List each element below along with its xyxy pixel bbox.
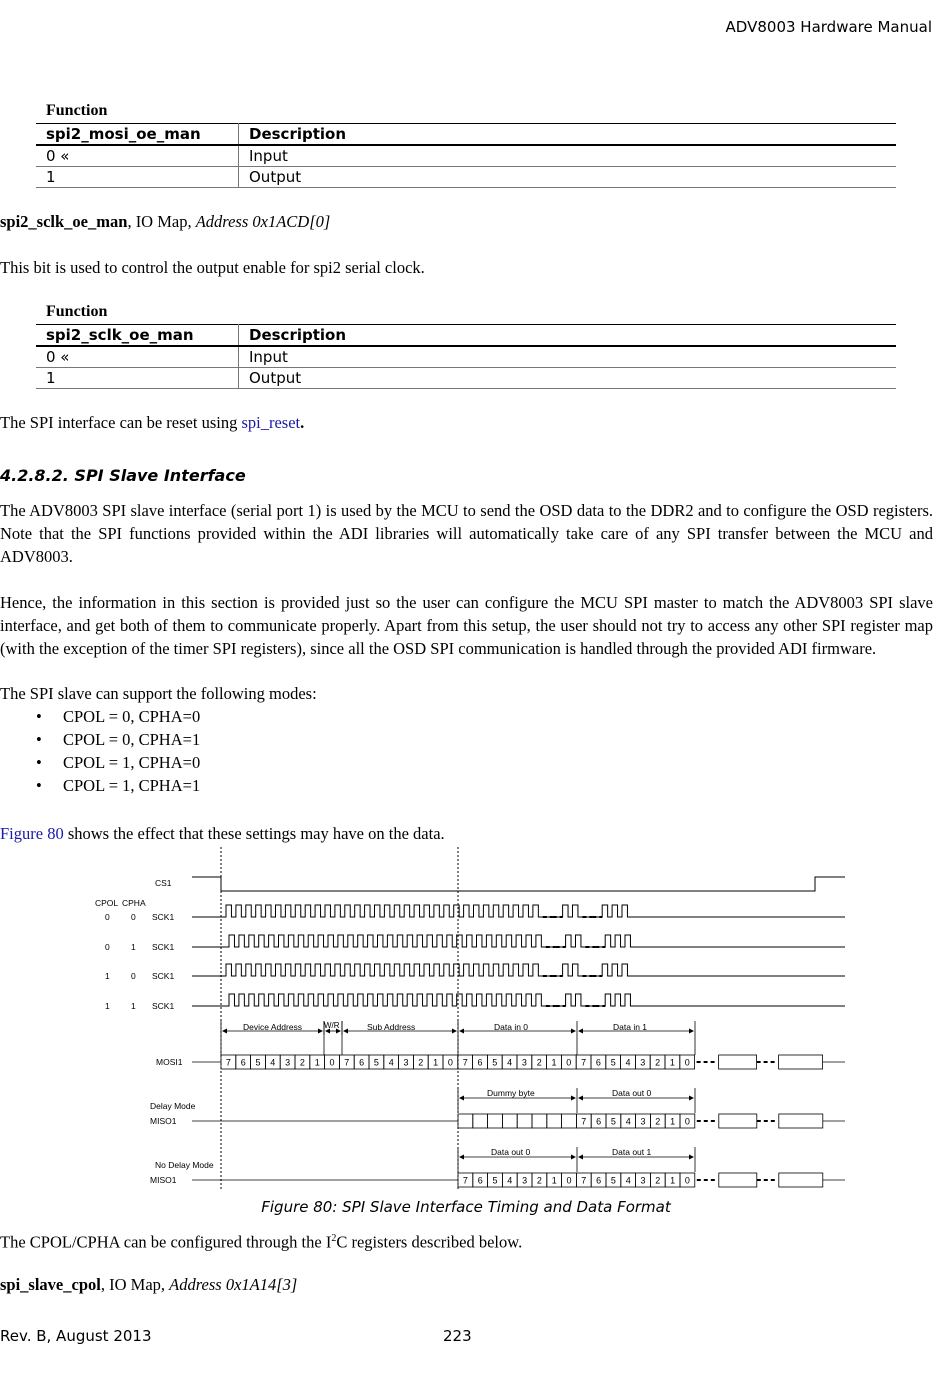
spi2-mosi-oe-man-table — [36, 102, 896, 188]
paragraph-configuration: Hence, the information in this section is provided just so the user can configure the MCU SPI master to match the ADV8003 SPI slave interface, and get both of them to communicate properly. Apart from this setup, the user should not try to access any other SPI register map (with the exception of the timer SPI registers), since all the OSD SPI communication is handled through the provided ADI firmware. — [0, 593, 933, 658]
miso-dummy-cell — [473, 1114, 488, 1128]
data-in-1-field-label: Data in 1 — [613, 1022, 648, 1032]
mosi-bit: 4 — [507, 1057, 513, 1068]
figure-caption: Figure 80: SPI Slave Interface Timing and Data Format — [261, 1198, 671, 1216]
miso-label: MISO1 — [150, 1175, 177, 1185]
column-header-register: spi2_mosi_oe_man — [36, 124, 239, 146]
field-arrow-head — [459, 1155, 464, 1160]
miso-delay-bit: 3 — [640, 1116, 646, 1127]
field-arrow-head — [459, 1029, 464, 1034]
data-in-0-field-label: Data in 0 — [494, 1022, 529, 1032]
miso-nodelay-bit: 3 — [522, 1175, 528, 1186]
register-address: Address 0x1ACD[0] — [195, 212, 331, 231]
sub-address-field-label: Sub Address — [367, 1022, 416, 1032]
sck-waveform — [192, 964, 845, 976]
table-row — [36, 145, 896, 167]
list-item: • CPOL = 0, CPHA=1 — [0, 728, 200, 751]
miso-nodelay-bit: 5 — [610, 1175, 616, 1186]
continuation-cell — [779, 1114, 823, 1128]
sck-waveform — [192, 905, 845, 917]
miso-label: MISO1 — [150, 1116, 177, 1126]
reset-sentence — [0, 411, 933, 434]
figure-80-link[interactable]: Figure 80 — [0, 824, 64, 843]
register-address: Address 0x1A14[3] — [169, 1275, 298, 1294]
miso-nodelay-bit: 1 — [670, 1175, 676, 1186]
field-arrow-head — [578, 1096, 583, 1101]
figure-reference-sentence — [0, 822, 933, 845]
cpol-cpha-sentence — [0, 1227, 933, 1254]
table-cell-value: 0 « — [36, 346, 239, 368]
sck-waveform — [192, 994, 845, 1006]
mosi-bit: 1 — [314, 1057, 320, 1068]
miso-dummy-cell — [547, 1114, 562, 1128]
continuation-cell — [779, 1055, 823, 1069]
mosi-bit: 4 — [388, 1057, 394, 1068]
field-arrow-head — [459, 1096, 464, 1101]
miso-nodelay-bit: 1 — [551, 1175, 557, 1186]
cpol-header: CPOL — [95, 898, 119, 908]
miso-nodelay-bit: 3 — [640, 1175, 646, 1186]
sck-cpol-value: 1 — [105, 971, 110, 981]
miso-nodelay-bit: 4 — [507, 1175, 513, 1186]
column-header-description: Description — [239, 124, 897, 146]
field-arrow-head — [571, 1029, 576, 1034]
miso-delay-bit: 7 — [581, 1116, 587, 1127]
mosi-bit: 1 — [669, 1057, 675, 1068]
miso-nodelay-bit: 0 — [566, 1175, 572, 1186]
data-out-1-label: Data out 1 — [612, 1147, 652, 1157]
table-cell-value: 0 « — [36, 145, 239, 167]
field-arrow-head — [689, 1029, 694, 1034]
mosi-bit: 6 — [359, 1057, 365, 1068]
table-caption: Function — [46, 102, 108, 119]
register-map: , IO Map, — [100, 1275, 170, 1294]
table-cell-description: Input — [239, 346, 897, 368]
superscript-two: 2 — [331, 1233, 337, 1244]
table-caption: Function — [46, 303, 108, 320]
mosi-bit: 1 — [551, 1057, 557, 1068]
sck-cpol-value: 0 — [105, 942, 110, 952]
miso-nodelay-bit: 5 — [492, 1175, 498, 1186]
footer-page-number: 223 — [443, 1327, 472, 1345]
mosi-bit: 0 — [329, 1057, 335, 1068]
cs-waveform — [192, 877, 845, 891]
table-cell-description: Output — [239, 368, 897, 389]
miso-dummy-cell — [562, 1114, 577, 1128]
mosi-bit: 1 — [433, 1057, 439, 1068]
continuation-cell — [719, 1173, 757, 1187]
no-delay-mode-label: No Delay Mode — [155, 1160, 214, 1170]
sck-cpha-value: 1 — [131, 1001, 136, 1011]
reset-text: The SPI interface can be reset using — [0, 413, 242, 432]
timing-guides — [192, 847, 845, 1190]
miso-dummy-cell — [532, 1114, 547, 1128]
continuation-cell — [719, 1055, 757, 1069]
sck-cpol-value: 0 — [105, 912, 110, 922]
section-heading: 4.2.8.2. SPI Slave Interface — [0, 466, 246, 485]
mosi-bit: 3 — [521, 1057, 527, 1068]
register-name: spi2_sclk_oe_man — [0, 212, 128, 231]
cs-label: CS1 — [155, 878, 172, 888]
mosi-bit: 5 — [373, 1057, 379, 1068]
mosi-bit: 2 — [299, 1057, 305, 1068]
miso-delay-bit: 4 — [625, 1116, 631, 1127]
mosi-bit: 7 — [225, 1057, 231, 1068]
data-out-0-label: Data out 0 — [491, 1147, 531, 1157]
table-row — [36, 346, 896, 368]
miso-delay-bit: 1 — [670, 1116, 676, 1127]
field-arrow-head — [571, 1155, 576, 1160]
field-arrow-head — [689, 1155, 694, 1160]
cpol-text: The CPOL/CPHA can be configured through the I — [0, 1232, 332, 1252]
table-cell-description: Output — [239, 167, 897, 188]
paragraph-intro: The ADV8003 SPI slave interface (serial port 1) is used by the MCU to send the OSD data to the DDR2 and to configure the OSD registers. Note that the SPI functions provided within the ADI libraries will automatically take care of any SPI transfer between the MCU and ADV8003. — [0, 501, 933, 566]
mosi-bit: 7 — [462, 1057, 468, 1068]
mosi-bit: 0 — [447, 1057, 453, 1068]
sck-cpha-value: 0 — [131, 971, 136, 981]
reset-period: . — [300, 413, 305, 432]
mosi-bit: 0 — [684, 1057, 690, 1068]
sck-cpha-value: 0 — [131, 912, 136, 922]
register-heading-spi2-sclk-oe-man — [0, 210, 933, 233]
register-name: spi_slave_cpol — [0, 1275, 101, 1294]
miso-nodelay-bit: 2 — [655, 1175, 661, 1186]
mosi-bit: 0 — [566, 1057, 572, 1068]
sck-label: SCK1 — [152, 912, 175, 922]
miso-nodelay-bit: 4 — [625, 1175, 631, 1186]
running-header: ADV8003 Hardware Manual — [725, 18, 932, 36]
sck-label: SCK1 — [152, 942, 175, 952]
field-arrow-head — [578, 1029, 583, 1034]
table-row — [36, 368, 896, 389]
paragraph-modes-intro: The SPI slave can support the following modes: — [0, 684, 317, 703]
mosi-bit: 7 — [581, 1057, 587, 1068]
column-header-description: Description — [239, 325, 897, 347]
mosi-bit: 3 — [285, 1057, 291, 1068]
miso-nodelay-bit: 6 — [477, 1175, 483, 1186]
timing-waveforms — [192, 905, 845, 1187]
list-item: • CPOL = 0, CPHA=0 — [0, 705, 200, 728]
column-header-register: spi2_sclk_oe_man — [36, 325, 239, 347]
delay-mode-label: Delay Mode — [150, 1101, 196, 1111]
miso-dummy-cell — [458, 1114, 473, 1128]
field-arrow-head — [222, 1029, 227, 1034]
table-row — [36, 167, 896, 188]
continuation-cell — [779, 1173, 823, 1187]
data-out-0-label: Data out 0 — [612, 1088, 652, 1098]
mosi-bit: 2 — [536, 1057, 542, 1068]
table-cell-description: Input — [239, 145, 897, 167]
miso-nodelay-bit: 7 — [462, 1175, 468, 1186]
register-heading-spi-slave-cpol — [0, 1273, 933, 1296]
miso-delay-bit: 2 — [655, 1116, 661, 1127]
footer-revision: Rev. B, August 2013 — [0, 1327, 152, 1345]
mosi-bit: 6 — [477, 1057, 483, 1068]
wr-field-label: W/R — [324, 1021, 340, 1030]
mosi-bit: 4 — [270, 1057, 276, 1068]
miso-nodelay-bit: 0 — [684, 1175, 690, 1186]
mosi-bit: 6 — [595, 1057, 601, 1068]
device-address-field-label: Device Address — [243, 1022, 303, 1032]
mosi-label: MOSI1 — [156, 1057, 183, 1067]
mosi-bit: 5 — [492, 1057, 498, 1068]
mosi-bit: 3 — [403, 1057, 409, 1068]
miso-delay-bit: 6 — [596, 1116, 602, 1127]
continuation-cell — [719, 1114, 757, 1128]
field-arrow-head — [578, 1155, 583, 1160]
mosi-bit: 4 — [625, 1057, 631, 1068]
field-arrow-head — [571, 1096, 576, 1101]
mosi-bit: 7 — [344, 1057, 350, 1068]
spi2-sclk-oe-man-table — [36, 303, 896, 389]
sck-label: SCK1 — [152, 971, 175, 981]
list-item: • CPOL = 1, CPHA=0 — [0, 751, 200, 774]
miso-nodelay-bit: 2 — [536, 1175, 542, 1186]
miso-dummy-cell — [517, 1114, 532, 1128]
miso-nodelay-bit: 7 — [581, 1175, 587, 1186]
mosi-bit: 3 — [640, 1057, 646, 1068]
spi-timing-diagram — [80, 845, 850, 1190]
field-arrow-head — [689, 1096, 694, 1101]
field-arrow-head — [318, 1029, 323, 1034]
field-arrow-head — [343, 1029, 348, 1034]
miso-nodelay-bit: 6 — [596, 1175, 602, 1186]
mosi-bit: 5 — [255, 1057, 261, 1068]
sck-waveform — [192, 935, 845, 947]
field-arrow-head — [452, 1029, 457, 1034]
cpha-header: CPHA — [122, 898, 146, 908]
mosi-bit: 2 — [655, 1057, 661, 1068]
list-item: • CPOL = 1, CPHA=1 — [0, 774, 200, 797]
register-description: This bit is used to control the output enable for spi2 serial clock. — [0, 258, 425, 277]
table-cell-value: 1 — [36, 368, 239, 389]
sck-cpol-value: 1 — [105, 1001, 110, 1011]
figure-reference-text: shows the effect that these settings may have on the data. — [63, 824, 445, 843]
table-cell-value: 1 — [36, 167, 239, 188]
spi-reset-link[interactable]: spi_reset — [241, 413, 301, 432]
mosi-bit: 5 — [610, 1057, 616, 1068]
miso-delay-bit: 5 — [610, 1116, 616, 1127]
miso-dummy-cell — [502, 1114, 517, 1128]
dummy-byte-label: Dummy byte — [487, 1088, 535, 1098]
sck-label: SCK1 — [152, 1001, 175, 1011]
mosi-bit: 6 — [240, 1057, 246, 1068]
sck-cpha-value: 1 — [131, 942, 136, 952]
miso-delay-bit: 0 — [684, 1116, 690, 1127]
mosi-bit: 2 — [418, 1057, 424, 1068]
register-map: , IO Map, — [127, 212, 196, 231]
cpol-text-end: C registers described below. — [336, 1232, 523, 1252]
miso-dummy-cell — [488, 1114, 503, 1128]
spi-modes-list — [0, 705, 200, 797]
